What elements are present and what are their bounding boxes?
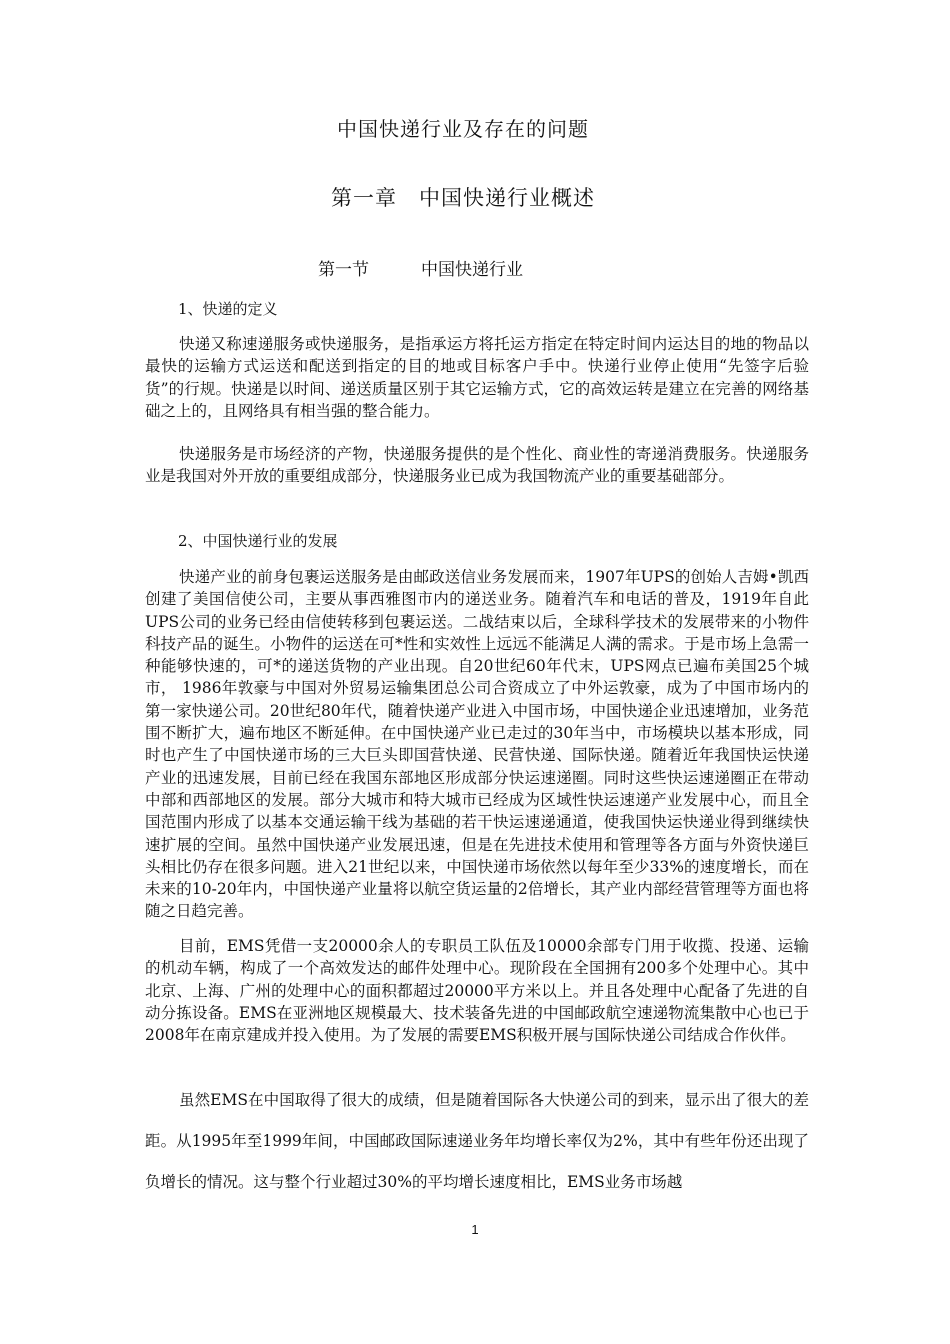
heading-development: 2、中国快递行业的发展 <box>178 532 338 550</box>
paragraph-history: 快递产业的前身包裹运送服务是由邮政送信业务发展而来，1907年UPS的创始人吉姆•凯西创建了美国信使公司，主要从事西雅图市内的递送业务。随着汽车和电话的普及，1919年自此UPS公司的业务已经由信使转移到包裹运送。二战结束以后，全球科学技术的发展带来的小物件科技产品的诞生。小物件的运送在可*性和实效性上远远不能满足人满的需求。于是市场上急需一种能够快速的，可*的递送货物的产业出现。自20世纪60年代末，UPS网点已遍布美国25个城市， 1986年敦豪与中国对外贸易运输集团总公司合资成立了中外运敦豪，成为了中国市场内的第一家快递公司。20世纪80年代，随着快递产业进入中国市场，中国快递企业迅速增加，业务范围不断扩大，遍布地区不断延伸。在中国快递产业已走过的30年当中，市场模块以基本形成，同时也产生了中国快递市场的三大巨头即国营快递、民营快递、国际快递。随着近年我国快运快递产业的迅速发展，目前已经在我国东部地区形成部分快运速递圈。同时这些快运速递圈正在带动中部和西部地区的发展。部分大城市和特大城市已经成为区域性快运速递产业发展中心，而且全国范围内形成了以基本交通运输干线为基础的若干快运速递通道，使我国快运快递业得到继续快速扩展的空间。虽然中国快递产业发展迅速，但是在先进技术使用和管理等各方面与外资快递巨头相比仍存在很多问题。进入21世纪以来，中国快递市场依然以每年至少33%的速度增长，而在未来的10-20年内，中国快递产业量将以航空货运量的2倍增长，其产业内部经营管理等方面也将随之日趋完善。 <box>145 568 809 921</box>
heading-definition: 1、快递的定义 <box>178 300 278 318</box>
section-name: 中国快递行业 <box>421 260 523 280</box>
paragraph-service: 快递服务是市场经济的产物，快递服务提供的是个性化、商业性的寄递消费服务。快递服务业是我国对外开放的重要组成部分，快递服务业已成为我国物流产业的重要基础部分。 <box>145 445 809 486</box>
paragraph-ems-gap: 虽然EMS在中国取得了很大的成绩，但是随着国际各大快递公司的到来，显示出了很大的差距。从1995年至1999年间，中国邮政国际速递业务年均增长率仅为2%，其中有些年份还出现了负增长的情况。这与整个行业超过30%的平均增长速度相比，EMS业务市场越 <box>145 1091 809 1191</box>
paragraph-ems-current: 目前，EMS凭借一支20000余人的专职员工队伍及10000余部专门用于收揽、投递、运输的机动车辆，构成了一个高效发达的邮件处理中心。现阶段在全国拥有200多个处理中心。其中北京、上海、广州的处理中心的面积都超过20000平方米以上。并且各处理中心配备了先进的自动分拣设备。EMS在亚洲地区规模最大、技术装备先进的中国邮政航空速递物流集散中心也已于2008年在南京建成并投入使用。为了发展的需要EMS积极开展与国际快递公司结成合作伙伴。 <box>145 937 809 1045</box>
section-title <box>318 255 523 280</box>
document-title: 中国快递行业及存在的问题 <box>337 117 589 141</box>
chapter-title: 第一章 中国快递行业概述 <box>331 186 595 210</box>
page-number: 1 <box>471 1222 479 1237</box>
section-label: 第一节 <box>318 260 369 280</box>
paragraph-definition: 快递又称速递服务或快递服务，是指承运方将托运方指定在特定时间内运达目的地的物品以最快的运输方式运送和配送到指定的目的地或目标客户手中。快递行业停止使用“先签字后验货”的行规。快递是以时间、递送质量区别于其它运输方式，它的高效运转是建立在完善的网络基础之上的，且网络具有相当强的整合能力。 <box>145 335 809 420</box>
